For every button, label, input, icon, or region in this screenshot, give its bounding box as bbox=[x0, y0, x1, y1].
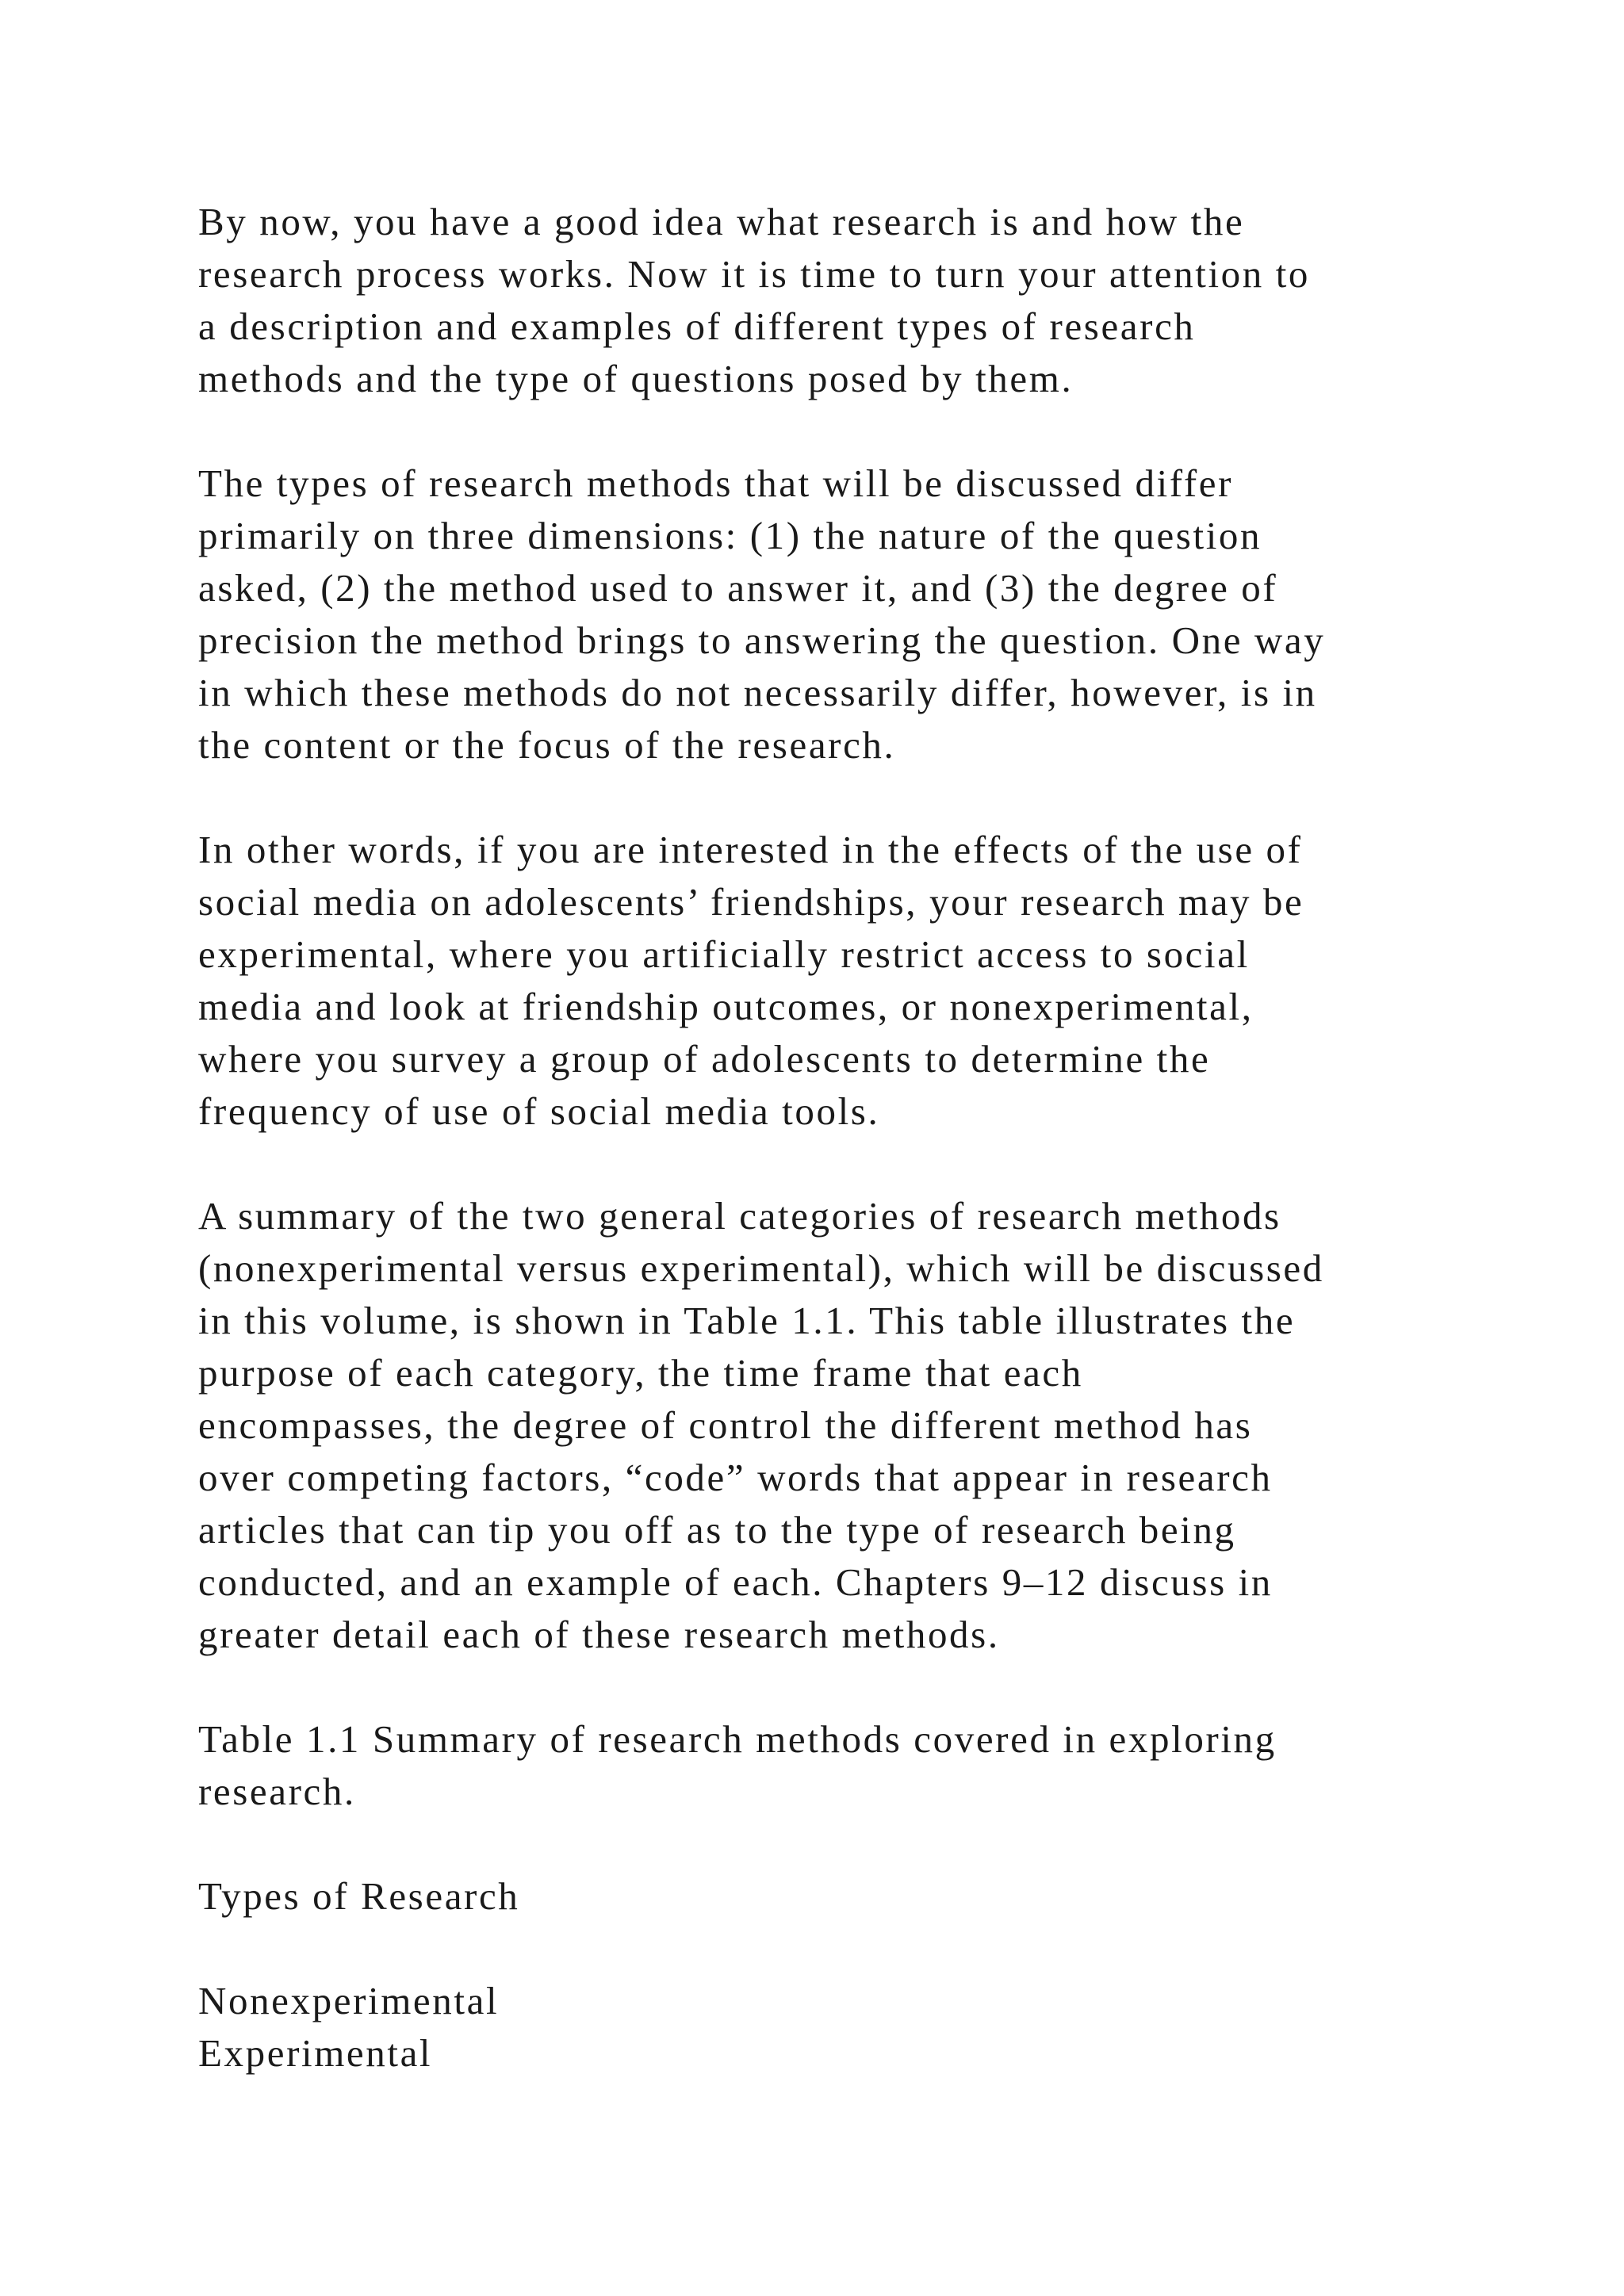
table-column-experimental: Experimental bbox=[198, 2031, 433, 2075]
paragraph-4-line-3: in this volume, is shown in Table 1.1. This table illustrates the bbox=[198, 1299, 1296, 1342]
paragraph-4-line-7: articles that can tip you off as to the type of research being bbox=[198, 1508, 1236, 1552]
paragraph-1-line-3: a description and examples of different types of research bbox=[198, 304, 1196, 348]
paragraph-3-line-4: media and look at friendship outcomes, or nonexperimental, bbox=[198, 985, 1254, 1028]
paragraph-1-line-1: By now, you have a good idea what research is and how the bbox=[198, 200, 1245, 243]
paragraph-2-line-3: asked, (2) the method used to answer it, and (3) the degree of bbox=[198, 566, 1278, 610]
paragraph-4-line-8: conducted, and an example of each. Chapters 9–12 discuss in bbox=[198, 1560, 1273, 1604]
paragraph-3-line-3: experimental, where you artificially restrict access to social bbox=[198, 932, 1250, 976]
paragraph-3-line-5: where you survey a group of adolescents to determine the bbox=[198, 1037, 1211, 1081]
paragraph-2-line-6: the content or the focus of the research. bbox=[198, 723, 896, 767]
paragraph-4-line-1: A summary of the two general categories of research methods bbox=[198, 1194, 1281, 1238]
paragraph-2-line-5: in which these methods do not necessarily differ, however, is in bbox=[198, 671, 1317, 714]
paragraph-2-line-2: primarily on three dimensions: (1) the nature of the question bbox=[198, 514, 1262, 557]
paragraph-2-line-4: precision the method brings to answering the question. One way bbox=[198, 618, 1326, 662]
table-column-nonexperimental: Nonexperimental bbox=[198, 1979, 500, 2022]
paragraph-4-line-5: encompasses, the degree of control the different method has bbox=[198, 1403, 1253, 1447]
paragraph-3-line-2: social media on adolescents’ friendships, your research may be bbox=[198, 880, 1304, 924]
paragraph-3-line-6: frequency of use of social media tools. bbox=[198, 1089, 880, 1133]
table-caption-line-2: research. bbox=[198, 1770, 356, 1813]
table-caption-line-1: Table 1.1 Summary of research methods covered in exploring bbox=[198, 1717, 1277, 1761]
paragraph-4-line-2: (nonexperimental versus experimental), which will be discussed bbox=[198, 1246, 1324, 1290]
paragraph-2-line-1: The types of research methods that will be discussed differ bbox=[198, 461, 1234, 505]
paragraph-1-line-2: research process works. Now it is time to turn your attention to bbox=[198, 252, 1311, 296]
table-heading-types-of-research: Types of Research bbox=[198, 1874, 520, 1918]
paragraph-4-line-6: over competing factors, “code” words that appear in research bbox=[198, 1456, 1273, 1499]
paragraph-1-line-4: methods and the type of questions posed by them. bbox=[198, 357, 1074, 400]
paragraph-4-line-9: greater detail each of these research methods. bbox=[198, 1613, 1000, 1656]
paragraph-4-line-4: purpose of each category, the time frame that each bbox=[198, 1351, 1083, 1395]
paragraph-3-line-1: In other words, if you are interested in the effects of the use of bbox=[198, 828, 1303, 871]
